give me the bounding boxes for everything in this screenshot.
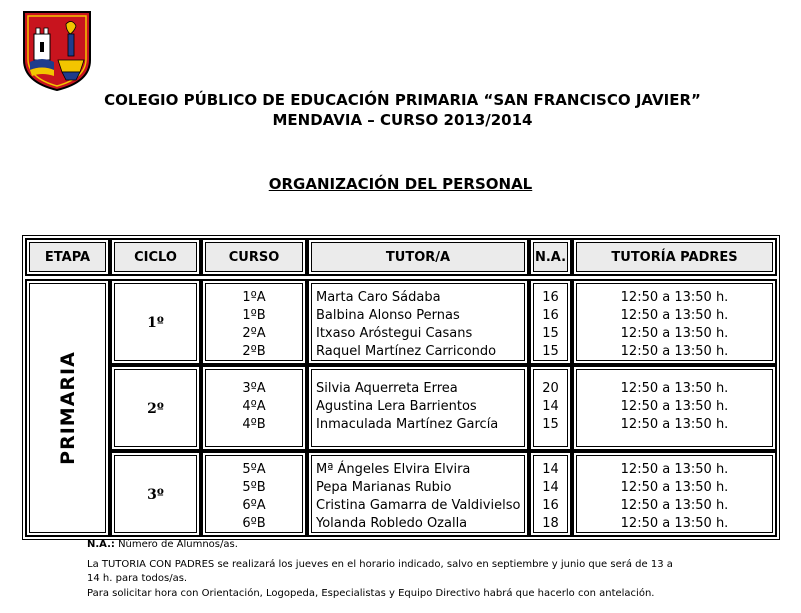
horario-value: 12:50 a 13:50 h.	[620, 399, 729, 414]
horario-value: 12:50 a 13:50 h.	[620, 498, 729, 513]
tutor-cell-group-1	[307, 279, 529, 365]
curso-value: 5ºA	[242, 462, 266, 477]
na-value: 14	[542, 399, 559, 414]
curso-value: 6ºA	[242, 498, 266, 513]
curso-value: 5ºB	[242, 480, 266, 495]
curso-value: 4ºB	[242, 417, 266, 432]
curso-value: 6ºB	[242, 516, 266, 531]
tutor-name: Itxaso Aróstegui Casans	[316, 326, 473, 341]
horario-value: 12:50 a 13:50 h.	[620, 417, 729, 432]
school-name-heading: COLEGIO PÚBLICO DE EDUCACIÓN PRIMARIA “SAN FRANCISCO JAVIER”	[104, 91, 701, 109]
horario-value: 12:50 a 13:50 h.	[620, 381, 729, 396]
tutor-name: Raquel Martínez Carricondo	[316, 344, 497, 359]
horario-value: 12:50 a 13:50 h.	[620, 308, 729, 323]
curso-value: 4ºA	[242, 399, 266, 414]
column-header-ciclo: CICLO	[110, 238, 201, 276]
na-value: 16	[542, 290, 559, 305]
na-value: 20	[542, 381, 559, 396]
horario-value: 12:50 a 13:50 h.	[620, 290, 729, 305]
curso-value: 1ºB	[242, 308, 266, 323]
horario-value: 12:50 a 13:50 h.	[620, 462, 729, 477]
staff-table	[22, 235, 780, 540]
na-cell-group-3	[529, 451, 572, 537]
footnote-line-1: La TUTORIA CON PADRES se realizará los jueves en el horario indicado, salvo en septiembre y junio que será de 13 a	[87, 559, 673, 570]
curso-value: 1ºA	[242, 290, 266, 305]
na-value: 16	[542, 308, 559, 323]
horario-value: 12:50 a 13:50 h.	[620, 516, 729, 531]
ciclo-label: 3º	[147, 487, 164, 503]
tutor-name: Marta Caro Sádaba	[316, 290, 441, 305]
etapa-label: PRIMARIA	[56, 351, 79, 465]
na-value: 14	[542, 480, 559, 495]
column-header-na: N.A.	[529, 238, 572, 276]
footnote-line-2: 14 h. para todos/as.	[87, 573, 188, 584]
na-value: 15	[542, 326, 559, 341]
etapa-cell	[25, 279, 110, 537]
tutor-name: Agustina Lera Barrientos	[316, 399, 477, 414]
curso-cell-group-3	[201, 451, 307, 537]
tutor-name: Silvia Aquerreta Errea	[316, 381, 458, 396]
curso-cell-group-1	[201, 279, 307, 365]
horario-value: 12:50 a 13:50 h.	[620, 326, 729, 341]
curso-value: 3ºA	[242, 381, 266, 396]
column-header-curso: CURSO	[201, 238, 307, 276]
na-cell-group-1	[529, 279, 572, 365]
tutor-cell-group-3	[307, 451, 529, 537]
ciclo-cell-2	[110, 365, 201, 451]
na-cell-group-2	[529, 365, 572, 451]
tutor-cell-group-2	[307, 365, 529, 451]
horario-value: 12:50 a 13:50 h.	[620, 344, 729, 359]
horario-cell-group-3	[572, 451, 777, 537]
ciclo-cell-3	[110, 451, 201, 537]
ciclo-cell-1	[110, 279, 201, 365]
curso-value: 2ºA	[242, 326, 266, 341]
na-value: 18	[542, 516, 559, 531]
column-header-etapa: ETAPA	[25, 238, 110, 276]
na-value: 16	[542, 498, 559, 513]
tutor-name: Inmaculada Martínez García	[316, 417, 499, 432]
tutor-name: Yolanda Robledo Ozalla	[316, 516, 468, 531]
na-value: 15	[542, 417, 559, 432]
footnote-line-3: Para solicitar hora con Orientación, Logopeda, Especialistas y Equipo Directivo habrá que hacerlo con antelación.	[87, 588, 655, 599]
curso-value: 2ºB	[242, 344, 266, 359]
tutor-name: Mª Ángeles Elvira Elvira	[316, 462, 471, 477]
na-abbreviation: N.A.:	[87, 539, 115, 550]
tutor-name: Cristina Gamarra de Valdivielso	[316, 498, 521, 513]
school-crest-logo	[22, 10, 92, 92]
na-definition: Número de Alumnos/as.	[114, 539, 238, 550]
na-value: 14	[542, 462, 559, 477]
horario-cell-group-2	[572, 365, 777, 451]
section-title: ORGANIZACIÓN DEL PERSONAL	[268, 175, 533, 193]
tutor-name: Pepa Marianas Rubio	[316, 480, 452, 495]
horario-cell-group-1	[572, 279, 777, 365]
footnote-na	[87, 538, 238, 551]
column-header-tutor: TUTOR/A	[307, 238, 529, 276]
column-header-tutoria-padres: TUTORÍA PADRES	[572, 238, 777, 276]
horario-value: 12:50 a 13:50 h.	[620, 480, 729, 495]
tutor-name: Balbina Alonso Pernas	[316, 308, 460, 323]
curso-cell-group-2	[201, 365, 307, 451]
ciclo-label: 1º	[147, 315, 164, 331]
na-value: 15	[542, 344, 559, 359]
ciclo-label: 2º	[147, 401, 164, 417]
school-location-course-heading: MENDAVIA – CURSO 2013/2014	[272, 111, 533, 129]
